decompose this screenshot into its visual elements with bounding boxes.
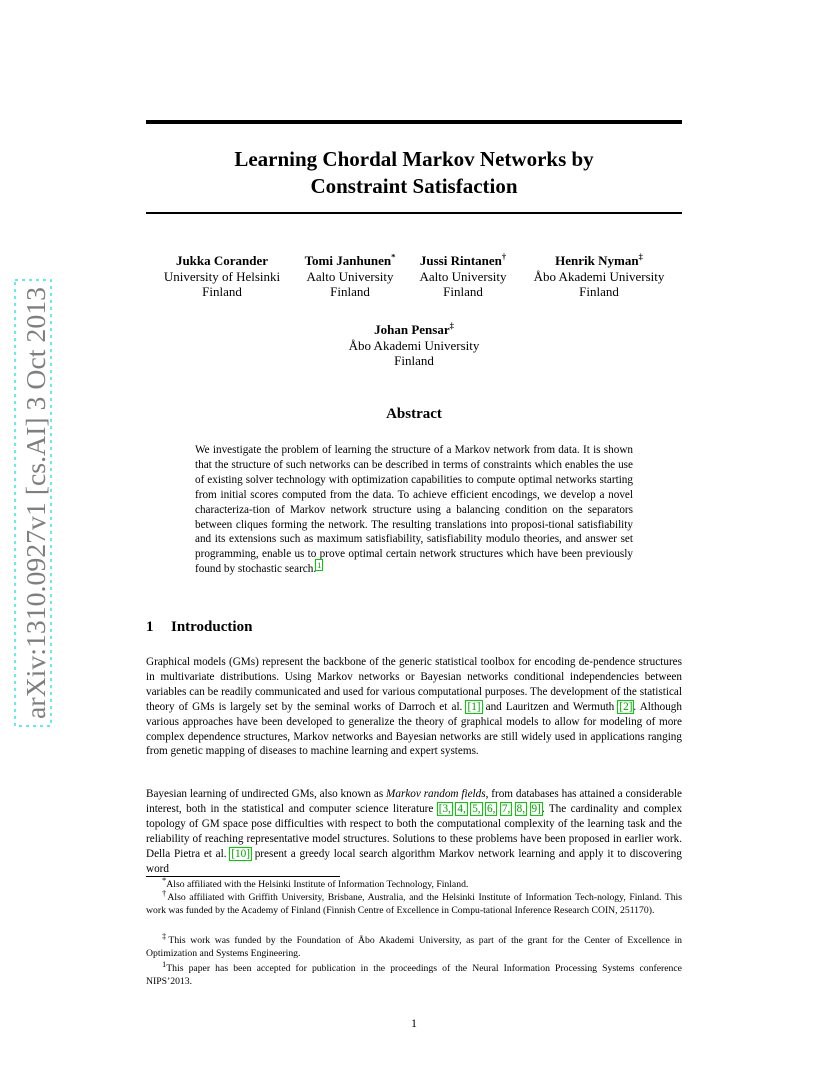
footnote — [146, 958, 682, 989]
author-mark: ‡ — [449, 320, 454, 331]
author-name: Henrik Nyman — [555, 253, 639, 268]
abstract-body — [195, 443, 633, 577]
author-block — [295, 253, 405, 300]
author-affiliation: Åbo Akademi University — [348, 337, 480, 353]
footnote-link[interactable]: 1 — [317, 559, 322, 570]
footnote-text: This work was funded by the Foundation of Åbo Akademi University, as part of the grant for the Center of Excellence in Optimization and Systems Engineering. — [146, 935, 682, 959]
author-name: Jussi Rintanen — [419, 253, 502, 268]
citation-link[interactable]: [3, — [438, 802, 451, 815]
footnote-text: Also affiliated with Griffith University, Brisbane, Australia, and the Helsinki Institute of Information Tech-nology, Finland. This work was funded by the Academy of Finland (Finnish Centre of Excellence in Compu-tational Inference Research COIN, 251170). — [146, 892, 682, 916]
citation-link[interactable]: 4, — [457, 802, 466, 815]
paragraph-text: present a greedy local search algorithm Markov network learning and apply it to discovering word — [146, 847, 682, 875]
title-top-rule — [146, 120, 682, 124]
section-title: Introduction — [171, 619, 253, 635]
title-line-2: Constraint Satisfaction — [310, 174, 518, 198]
author-affiliation: Aalto University — [306, 268, 394, 284]
author-affiliation: Åbo Akademi University — [533, 268, 665, 284]
author-country: Finland — [443, 284, 483, 299]
author-country: Finland — [394, 353, 434, 368]
abstract-heading: Abstract — [386, 406, 442, 422]
section-number: 1 — [146, 619, 154, 635]
author-mark: * — [391, 251, 396, 262]
paragraph-text: Graphical models (GMs) represent the backbone of the generic statistical toolbox for encoding de-pendence structures in multivariate distributions. Using Markov networks or Bayesian networks conditional independencies between variables can be readily communicated and used for various computational purposes. The development of the statistical theory of GMs is largely set by the seminal works of Darroch et al. — [146, 656, 682, 713]
footnote-text: This paper has been accepted for publication in the proceedings of the Neural Information Processing Systems conference NIPS’2013. — [146, 963, 682, 987]
footnote-mark: † — [162, 887, 168, 898]
footnote — [146, 874, 682, 892]
author-block — [334, 322, 494, 369]
paragraph-text: , from databases has attained a considerable interest, both in the statistical and computer science literature — [146, 788, 682, 815]
paragraph-text: . Although various approaches have been developed to generalize the theory of graphical models to allow for modeling of more complex dependence structures, Markov networks and Bayesian networks are still widely used in applications ranging from genetic mapping of diseases to machine learning and expert systems. — [146, 700, 682, 758]
author-block — [524, 253, 674, 300]
page-number: 1 — [411, 1016, 417, 1030]
paper-title — [146, 146, 682, 200]
citation-link[interactable]: 6, — [487, 802, 496, 815]
author-name: Johan Pensar — [374, 322, 450, 337]
author-country: Finland — [579, 284, 619, 299]
author-country: Finland — [202, 284, 242, 299]
citation-link[interactable]: [2] — [619, 700, 633, 713]
author-mark: ‡ — [638, 251, 643, 262]
author-block — [152, 253, 292, 300]
footnote — [146, 887, 682, 918]
author-mark: † — [501, 251, 507, 262]
author-block — [408, 253, 518, 300]
intro-paragraph-1 — [146, 655, 682, 759]
intro-paragraph-2 — [146, 787, 682, 876]
footnote-mark: ‡ — [162, 930, 169, 941]
citation-link[interactable]: [10] — [231, 847, 250, 860]
citation-link[interactable]: 8, — [516, 802, 526, 815]
author-country: Finland — [330, 284, 370, 299]
abstract-text: We investigate the problem of learning the structure of a Markov network from data. It is shown that the structure of such networks can be described in terms of constraints which enables the use of existing solver technology with optimization capabilities to compute optimal networks starting from initial scores computed from the data. To achieve efficient encodings, we develop a novel characteriza-tion of Markov network structure using a balancing condition on the separators between cliques forming the network. The resulting translations into proposi-tional satisfiability and its extensions such as maximum satisfiability, satisfiability modulo theories, and answer set programming, enable us to prove optimal certain network structures which have been previously found by stochastic search. — [195, 444, 633, 576]
footnote-mark: * — [162, 874, 167, 885]
author-name: Tomi Janhunen — [304, 253, 392, 268]
author-name: Jukka Corander — [175, 253, 269, 268]
arxiv-stamp — [8, 278, 58, 728]
paragraph-text: and Lauritzen and Wermuth — [481, 700, 619, 713]
citation-link[interactable]: [1] — [467, 700, 481, 713]
citation-link[interactable]: 5, — [472, 802, 481, 815]
paragraph-text: . The cardinality and complex topology of GM space pose difficulties with respect to both the computational complexity of the learning task and the reliability of reaching representative model structures. Solutions to these problems have been proposed in earlier work. Della Pietra et al. — [146, 802, 683, 860]
footnote-text: Also affiliated with the Helsinki Institute of Information Technology, Finland. — [166, 879, 469, 890]
title-bottom-rule — [146, 212, 682, 214]
citation-link[interactable]: 9] — [531, 802, 541, 815]
footnote-rule — [146, 876, 340, 877]
citation-link[interactable]: 7, — [501, 802, 511, 815]
title-line-1: Learning Chordal Markov Networks by — [234, 147, 594, 171]
paragraph-text: Bayesian learning of undirected GMs, also known as — [146, 788, 387, 800]
arxiv-stamp-text: arXiv:1310.0927v1 [cs.AI] 3 Oct 2013 — [21, 299, 51, 719]
footnote — [146, 930, 682, 961]
section-heading — [146, 619, 252, 636]
author-affiliation: University of Helsinki — [163, 268, 281, 284]
footnote-mark: 1 — [162, 958, 167, 969]
emphasis-text: Markov random fields — [386, 788, 486, 800]
author-affiliation: Aalto University — [419, 268, 507, 284]
